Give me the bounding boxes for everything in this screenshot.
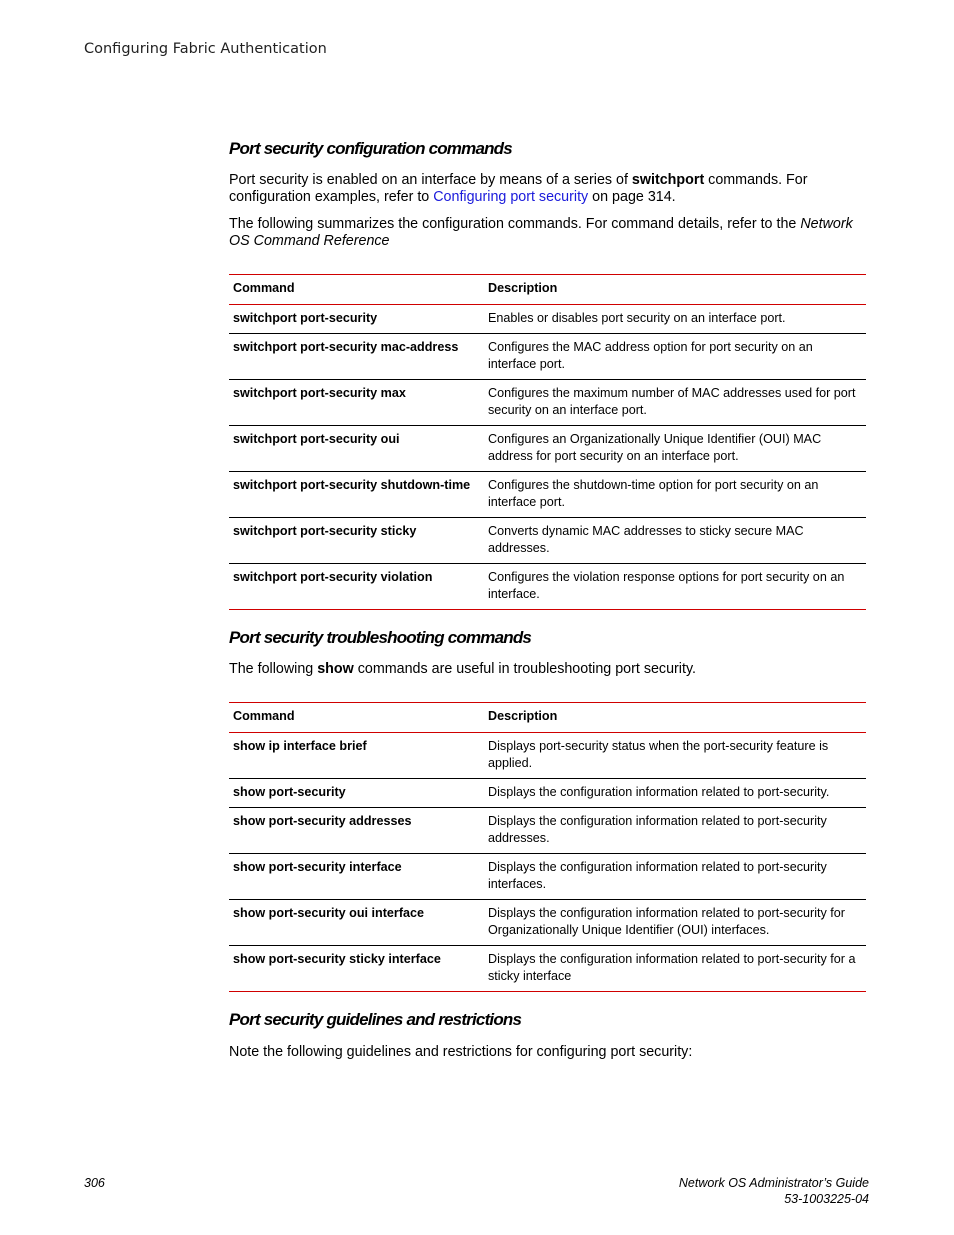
command-cell: show port-security sticky interface <box>233 952 441 966</box>
description-cell: Converts dynamic MAC addresses to sticky secure MAC addresses. <box>488 524 804 555</box>
bold-term: show <box>317 661 354 677</box>
section-heading-troubleshooting: Port security troubleshooting commands <box>229 628 532 647</box>
command-cell: switchport port-security violation <box>233 570 433 584</box>
command-cell: show port-security interface <box>233 860 402 874</box>
column-header-command: Command <box>233 709 295 723</box>
text-run: on page 314. <box>588 189 676 205</box>
table-row <box>229 305 866 334</box>
description-cell: Displays the configuration information related to port-security. <box>488 785 830 799</box>
text-run: commands are useful in troubleshooting port security. <box>353 661 697 677</box>
description-cell: Displays the configuration information related to port-security for Organizationally Unique Identifier (OUI) interfaces. <box>488 906 845 937</box>
command-cell: switchport port-security max <box>233 386 406 400</box>
description-cell: Configures the shutdown-time option for port security on an interface port. <box>488 478 819 509</box>
troubleshooting-commands-table <box>229 702 866 992</box>
document-number: 53-1003225-04 <box>784 1192 869 1206</box>
table-header-row <box>229 703 866 733</box>
table-row <box>229 733 866 779</box>
command-cell: switchport port-security mac-address <box>233 340 459 354</box>
table-row <box>229 518 866 564</box>
section-heading-configuration: Port security configuration commands <box>229 139 512 158</box>
table-row <box>229 334 866 380</box>
description-cell: Displays the configuration information related to port-security interfaces. <box>488 860 827 891</box>
section-heading-guidelines: Port security guidelines and restrictions <box>229 1010 522 1029</box>
text-run: The following summarizes the configuration commands. For command details, refer to the <box>229 216 801 232</box>
config-intro-paragraph <box>229 172 869 206</box>
description-cell: Configures the MAC address option for port security on an interface port. <box>488 340 813 371</box>
column-header-description: Description <box>488 281 558 295</box>
text-run: Port security is enabled on an interface by means of a series of <box>229 172 632 188</box>
bold-term: switchport <box>631 172 705 188</box>
command-cell: switchport port-security sticky <box>233 524 417 538</box>
command-cell: switchport port-security shutdown-time <box>233 478 471 492</box>
text-run: commands. For configuration examples, refer to <box>229 172 808 205</box>
column-header-command: Command <box>233 281 295 295</box>
description-cell: Configures the maximum number of MAC addresses used for port security on an interface port. <box>488 386 856 417</box>
table-row <box>229 380 866 426</box>
table-row <box>229 779 866 808</box>
running-header: Configuring Fabric Authentication <box>84 41 327 57</box>
command-cell: show port-security addresses <box>233 814 412 828</box>
table-row <box>229 564 866 610</box>
description-cell: Displays the configuration information related to port-security addresses. <box>488 814 827 845</box>
configuration-commands-table <box>229 274 866 610</box>
command-cell: show ip interface brief <box>233 739 367 753</box>
table-header-row <box>229 275 866 305</box>
command-cell: switchport port-security oui <box>233 432 400 446</box>
table-row <box>229 472 866 518</box>
guidelines-intro-paragraph: Note the following guidelines and restrictions for configuring port security: <box>229 1044 693 1060</box>
description-cell: Displays port-security status when the port-security feature is applied. <box>488 739 829 770</box>
table-row <box>229 808 866 854</box>
command-cell: show port-security <box>233 785 346 799</box>
footer-document-info <box>679 1175 869 1207</box>
guide-title: Network OS Administrator’s Guide <box>678 1176 869 1190</box>
page-number: 306 <box>84 1176 105 1190</box>
troubleshooting-intro-paragraph <box>229 661 869 678</box>
command-cell: switchport port-security <box>233 311 378 325</box>
table-row <box>229 900 866 946</box>
configuring-port-security-link[interactable]: Configuring port security <box>433 189 589 205</box>
column-header-description: Description <box>488 709 558 723</box>
description-cell: Configures the violation response options for port security on an interface. <box>488 570 845 601</box>
description-cell: Configures an Organizationally Unique Identifier (OUI) MAC address for port security on an interface port. <box>488 432 822 463</box>
text-run: The following <box>229 661 318 677</box>
table-row <box>229 426 866 472</box>
description-cell: Enables or disables port security on an interface port. <box>488 311 786 325</box>
table-row <box>229 854 866 900</box>
config-summary-paragraph <box>229 216 869 250</box>
table-row <box>229 946 866 992</box>
reference-title: Network OS Command Reference <box>229 216 853 249</box>
description-cell: Displays the configuration information related to port-security for a sticky interface <box>488 952 856 983</box>
command-cell: show port-security oui interface <box>233 906 425 920</box>
